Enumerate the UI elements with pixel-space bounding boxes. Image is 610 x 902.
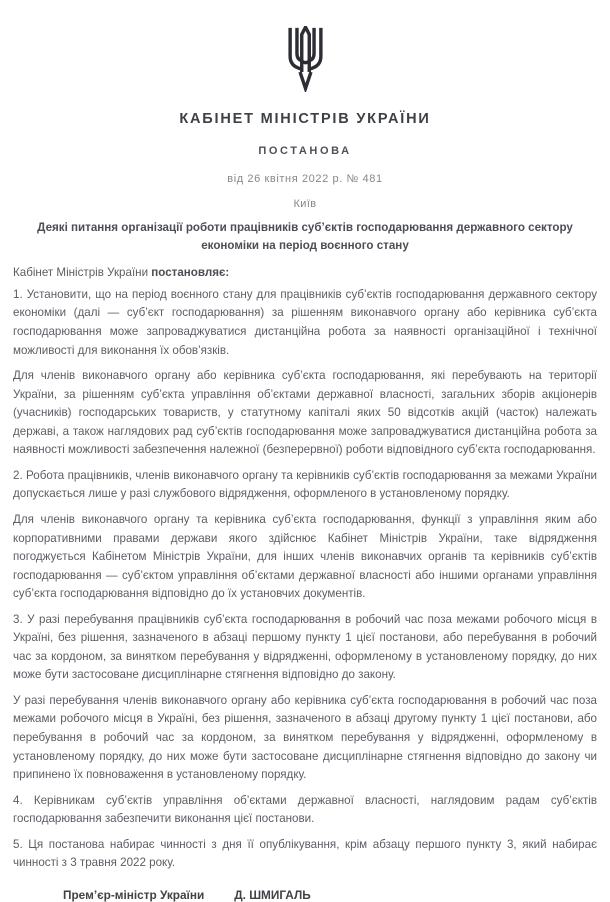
paragraph-1: 1. Установити, що на період воєнного стану для працівників суб’єктів господарювання державного сектору економіки (далі — суб’єкт господарювання) за рішенням виконавчого органу або керівника суб’єкта господарювання може запроваджуватися дистанційна робота за наявності організаційної і технічної можливості для виконання їх обов’язків. [13, 287, 597, 357]
lead-prefix: Кабінет Міністрів України [13, 265, 152, 279]
body-text [13, 286, 597, 873]
doc-title: Деякі питання організації роботи працівників суб’єктів господарювання державного сектору економіки на період воєнного стану [37, 221, 573, 252]
lead-bold: постановляє: [151, 265, 230, 279]
paragraph-3: 2. Робота працівників, членів виконавчого органу та керівників суб’єктів господарювання за межами України допускається лише у разі службового відрядження, оформленого в установленому порядку. [13, 468, 597, 501]
trident-coat-of-arms-icon [285, 26, 326, 92]
date-line: від 26 квітня 2022 р. № 481 [227, 173, 383, 185]
paragraph-5: 3. У разі перебування працівників суб’єкта господарювання в робочий час поза межами робочого місця в Україні, без рішення, зазначеного в абзаці першому пункту 1 цієї постанови, або перебування в робочий час за кордоном, за винятком перебування у відрядженні, оформленому в установленому порядку, до них може бути застосоване дисциплінарне стягнення відповідно до закону. [13, 612, 597, 682]
paragraph-8: 5. Ця постанова набирає чинності з дня її опублікування, крім абзацу першого пункту 3, який набирає чинності з 3 травня 2022 року. [13, 837, 597, 870]
org-name: КАБІНЕТ МІНІСТРІВ УКРАЇНИ [179, 111, 431, 127]
paragraph-7: 4. Керівникам суб’єктів управління об’єктами державної власності, наглядовим радам суб’єктів господарювання забезпечити виконання цієї постанови. [13, 793, 597, 826]
paragraph-4: Для членів виконавчого органу та керівника суб’єкта господарювання, функції з управління яким або корпоративними правами держави якого здійснює Кабінет Міністрів України, таке відрядження погоджується Кабінетом Міністрів України, для інших членів виконавчих органів та керівників суб’єктів господарювання — суб’єктом управління об’єктами державної власності або іншими органами управління суб’єкта господарювання відповідно до їх установчих документів. [13, 512, 597, 601]
paragraph-6: У разі перебування членів виконавчого органу або керівника суб’єкта господарювання в робочий час поза межами робочого місця в Україні, без рішення, зазначеного в абзаці другому пункту 1 цієї постанови, або перебування в робочий час за кордоном, за винятком перебування у відрядженні, оформленому в установленому порядку, до них може бути застосоване дисциплінарне стягнення відповідно до закону чи припинено їх повноваження в установленому порядку. [13, 693, 597, 782]
emblem-wrap [13, 26, 597, 94]
resolution-lead [13, 266, 597, 279]
paragraph-2: Для членів виконавчого органу або керівника суб’єкта господарювання, які перебувають на території України, за рішенням суб’єкта управління об’єктами державної власності, загальних зборів акціонерів (учасників) господарських товариств, у статутному капіталі яких 50 відсотків акцій (часток) належать державі, а також наглядових рад суб’єктів господарювання може запроваджуватися дистанційна робота за наявності можливості забезпечення належної (безперервної) роботи відповідного суб’єкта господарювання. [13, 369, 597, 457]
signature-row [13, 888, 597, 902]
city-label: Київ [293, 198, 317, 210]
signature-name: Д. ШМИГАЛЬ [234, 887, 311, 902]
doc-type-label: ПОСТАНОВА [258, 145, 352, 157]
signature-position: Прем’єр-міністр України [63, 887, 205, 902]
